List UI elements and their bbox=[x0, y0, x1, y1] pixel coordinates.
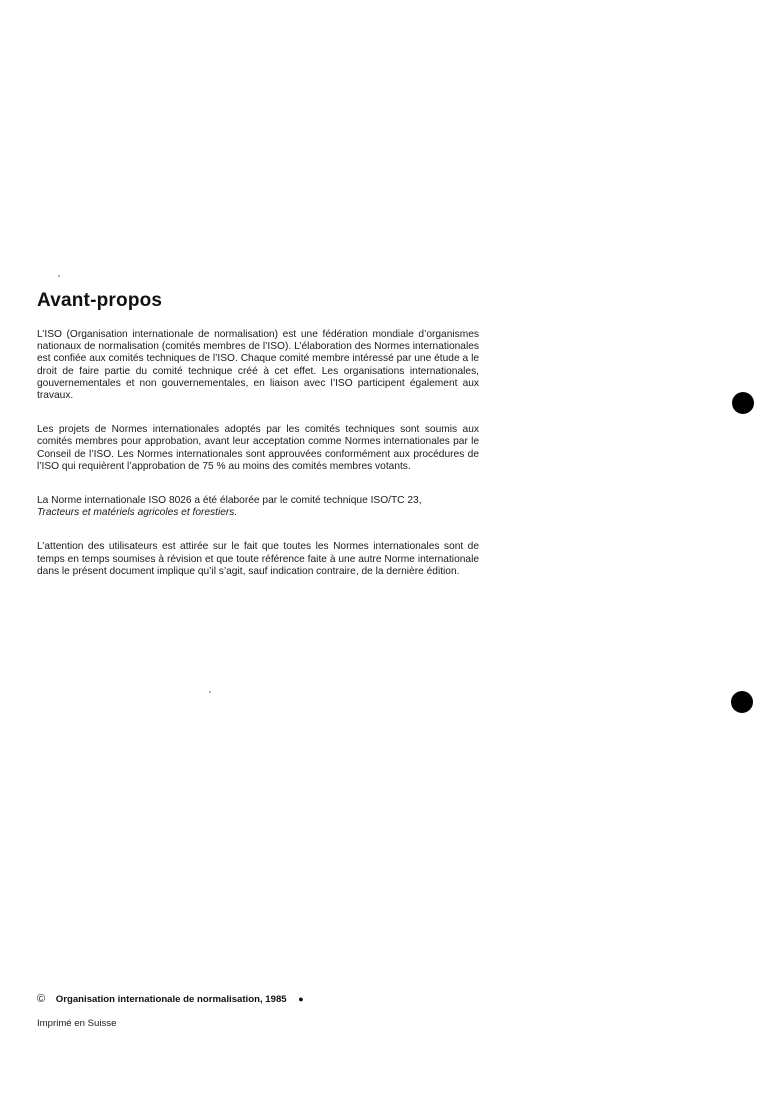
page-title: Avant-propos bbox=[37, 290, 163, 311]
copyright-line bbox=[37, 993, 304, 1005]
punch-hole-top bbox=[732, 392, 754, 414]
foreword-body bbox=[37, 329, 479, 600]
paragraph-iso-description: L’ISO (Organisation internationale de normalisation) est une fédération mondiale d’organismes nationaux de normalisation (comités membres de l’ISO). L’élaboration des Normes internationales est confiée aux comités techniques de l’ISO. Chaque comité membre intéressé par une étude a le droit de faire partie du comité technique créé à cet effet. Les organisations internationales, gouvernementales et non gouvernementales, en liaison avec l’ISO participent également aux travaux. bbox=[37, 329, 479, 402]
paragraph-approval-process: Les projets de Normes internationales adoptés par les comités techniques sont soumis aux comités membres pour approbation, avant leur acceptation comme Normes internationales par le Conseil de l’ISO. Les Normes internationales sont approuvées conformément aux procédures de l’ISO qui requièrent l’approbation de 75 % au moins des comités membres votants. bbox=[37, 424, 479, 472]
committee-sentence: La Norme internationale ISO 8026 a été élaborée par le comité technique ISO/TC 23, bbox=[37, 495, 422, 507]
scan-speck bbox=[58, 275, 60, 277]
paragraph-revision-notice: L’attention des utilisateurs est attirée sur le fait que toutes les Normes internationales sont de temps en temps soumises à révision et que toute référence faite à une autre Norme internationale dans le présent document implique qu’il s’agit, sauf indication contraire, de la dernière édition. bbox=[37, 541, 479, 577]
committee-title: Tracteurs et matériels agricoles et forestiers. bbox=[37, 507, 238, 519]
copyright-text: Organisation internationale de normalisation, 1985 bbox=[55, 994, 287, 1005]
paragraph-committee bbox=[37, 495, 479, 519]
bullet-mark: ● bbox=[298, 994, 304, 1004]
printed-in-line: Imprimé en Suisse bbox=[37, 1018, 117, 1029]
copyright-symbol: © bbox=[37, 993, 46, 1005]
scan-speck bbox=[209, 691, 211, 693]
punch-hole-bottom bbox=[731, 691, 753, 713]
